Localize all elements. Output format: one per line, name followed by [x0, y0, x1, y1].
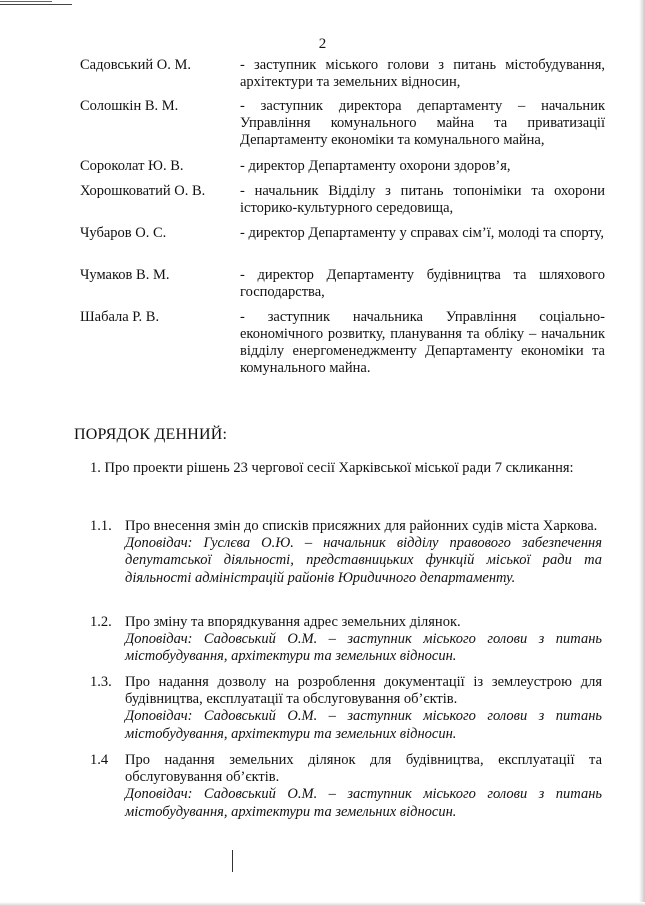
staff-name: Сороколат Ю. В.	[80, 158, 184, 174]
staff-row	[80, 158, 605, 175]
staff-row	[80, 309, 605, 377]
agenda-item-body	[125, 752, 602, 821]
agenda-title: ПОРЯДОК ДЕННИЙ:	[74, 426, 228, 443]
staff-row	[80, 57, 605, 91]
staff-role: - заступник міського голови з питань містобудування, архітектури та земельних відносин,	[240, 57, 605, 90]
staff-name: Хорошковатий О. В.	[80, 183, 206, 199]
agenda-item-title: Про надання земельних ділянок для будівництва, експлуатації та обслуговування об’єктів.	[125, 752, 602, 786]
agenda-item	[90, 752, 602, 821]
agenda-item	[90, 614, 602, 666]
staff-role: - заступник начальника Управління соціально-економічного розвитку, планування та обліку – начальник відділу енергоменеджменту Департаменту економіки та комунального майна.	[240, 309, 605, 376]
staff-name: Солошкін В. М.	[80, 98, 179, 114]
agenda-item-speaker: Доповідач: Гуслєва О.Ю. – начальник відділу правового забезпечення депутатської діяльності, представницьких функцій міської ради та діяльності адміністрацій районів Юридичного департаменту.	[125, 535, 602, 586]
staff-role: - директор Департаменту у справах сім’ї, молоді та спорту,	[240, 225, 604, 241]
scan-edge-shadow	[639, 0, 645, 906]
scan-artifact-mark	[232, 850, 233, 872]
staff-name: Чубаров О. С.	[80, 225, 167, 241]
agenda-item-title: Про внесення змін до списків присяжних для районних судів міста Харкова.	[125, 518, 598, 534]
scan-artifact-line	[0, 1, 52, 2]
staff-row	[80, 267, 605, 301]
staff-name: Чумаков В. М.	[80, 267, 170, 283]
staff-role: - директор Департаменту будівництва та шляхового господарства,	[240, 267, 605, 300]
staff-role: - директор Департаменту охорони здоров’я,	[240, 158, 511, 174]
agenda-item-body	[125, 518, 602, 587]
agenda-item-title: Про зміну та впорядкування адрес земельних ділянок.	[125, 614, 461, 630]
agenda-item-speaker: Доповідач: Садовський О.М. – заступник міського голови з питань містобудування, архітектури та земельних відносин.	[125, 631, 602, 665]
agenda-item	[90, 674, 602, 743]
agenda-section-heading: 1. Про проекти рішень 23 чергової сесії Харківської міської ради 7 скликання:	[90, 460, 574, 476]
agenda-item-body	[125, 614, 602, 666]
staff-row	[80, 225, 605, 242]
agenda-item-number: 1.2.	[90, 614, 112, 630]
agenda-item-speaker: Доповідач: Садовський О.М. – заступник міського голови з питань містобудування, архітектури та земельних відносин.	[125, 786, 602, 820]
staff-role: - начальник Відділу з питань топоніміки та охорони історико-культурного середовища,	[240, 183, 605, 216]
page-number: 2	[318, 36, 327, 52]
staff-row	[80, 183, 605, 217]
staff-row	[80, 98, 605, 149]
staff-role: - заступник директора департаменту – начальник Управління комунального майна та приватизації Департаменту економіки та комунального майна,	[240, 98, 605, 148]
agenda-item-body	[125, 674, 602, 743]
scan-edge-shadow	[0, 902, 645, 906]
agenda-item-number: 1.1.	[90, 518, 112, 534]
scan-artifact-line	[0, 4, 72, 5]
agenda-item-title: Про надання дозволу на розроблення документації із землеустрою для будівництва, експлуатації та обслуговування об’єктів.	[125, 674, 602, 708]
agenda-item-number: 1.4	[90, 752, 109, 768]
agenda-item-number: 1.3.	[90, 674, 112, 690]
agenda-item-speaker: Доповідач: Садовський О.М. – заступник міського голови з питань містобудування, архітектури та земельних відносин.	[125, 708, 602, 742]
agenda-item	[90, 518, 602, 587]
staff-name: Шабала Р. В.	[80, 309, 160, 325]
staff-name: Садовський О. М.	[80, 57, 191, 73]
